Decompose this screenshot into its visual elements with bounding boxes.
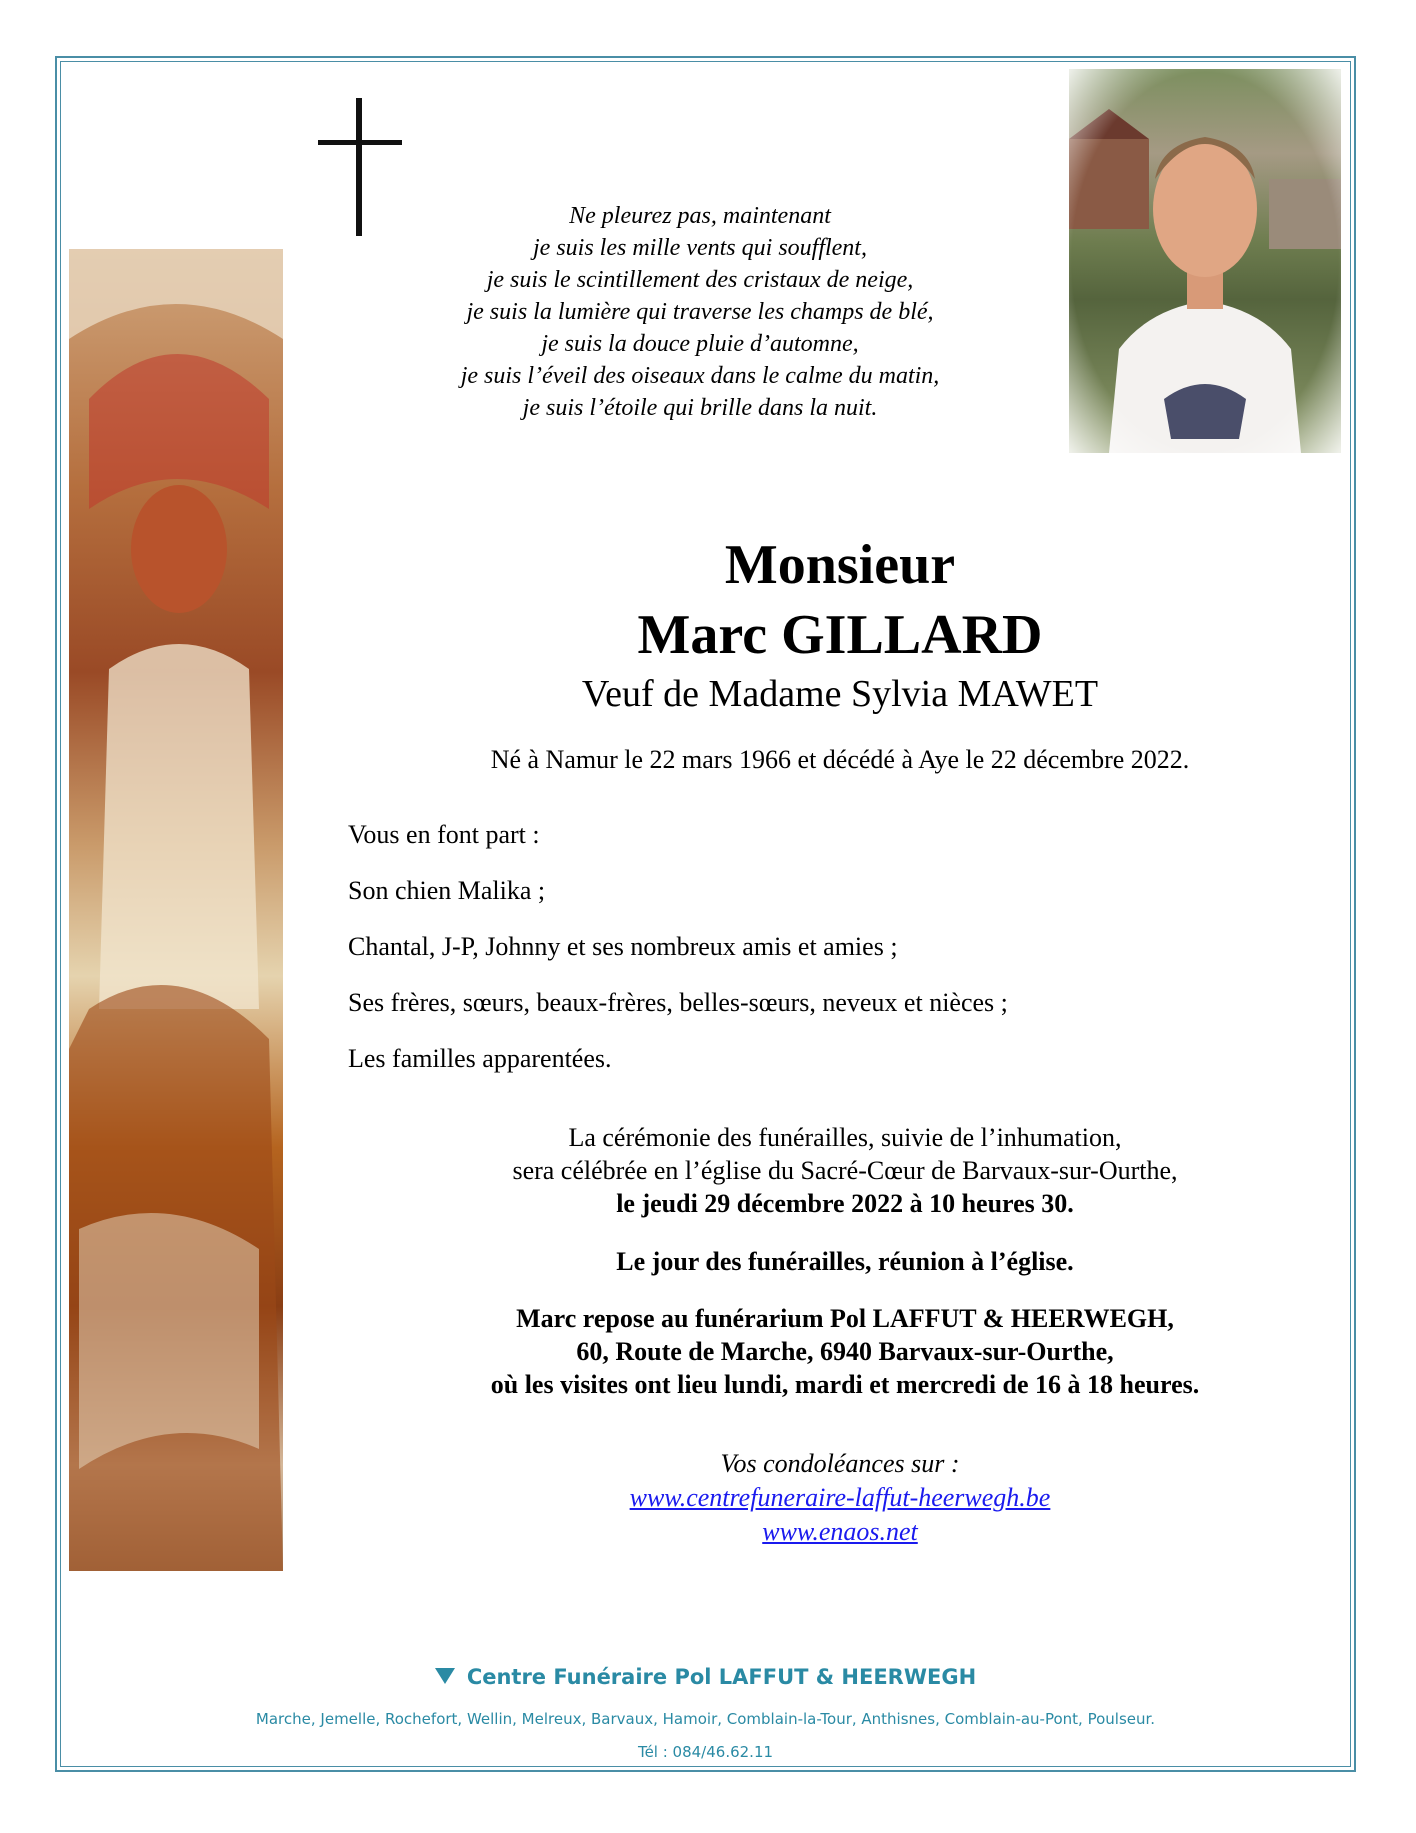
portrait-photo [1069, 69, 1341, 453]
announcement-line: Vous en font part : [348, 820, 540, 849]
honorific: Monsieur [724, 534, 956, 596]
poem-line: Ne pleurez pas, maintenant [569, 203, 831, 229]
ceremony-line: sera célébrée en l’église du Sacré-Cœur de Barvaux-sur-Ourthe, [512, 1156, 1178, 1185]
poem-line: je suis l’étoile qui brille dans la nuit. [522, 395, 878, 421]
poem-line: je suis l’éveil des oiseaux dans le calme du matin, [460, 363, 940, 389]
funerarium-line: 60, Route de Marche, 6940 Barvaux-sur-Ourthe, [576, 1337, 1114, 1366]
funeral-home-name [60, 1665, 1351, 1689]
condolences-label: Vos condoléances sur : [720, 1449, 960, 1478]
deceased-name: Marc GILLARD [637, 604, 1043, 666]
funeral-home-locations: Marche, Jemelle, Rochefort, Wellin, Melreux, Barvaux, Hamoir, Comblain-la-Tour, Anthisnes, Comblain-au-Pont, Poulseur. [255, 1710, 1156, 1728]
ceremony-line: La cérémonie des funérailles, suivie de l’inhumation, [568, 1123, 1122, 1152]
native-chief-illustration [69, 249, 283, 1571]
funerarium-line: Marc repose au funérarium Pol LAFFUT & HEERWEGH, [516, 1304, 1174, 1333]
condolences-link-enaos[interactable]: www.enaos.net [762, 1517, 918, 1546]
funerarium-info [340, 1302, 1350, 1401]
announcement-line: Les familles apparentées. [348, 1044, 612, 1073]
ceremony-info [340, 1121, 1350, 1220]
funeral-home-name-text: Centre Funéraire Pol LAFFUT & HEERWEGH [466, 1665, 977, 1689]
widow-line: Veuf de Madame Sylvia MAWET [581, 673, 1099, 715]
funerarium-line: où les visites ont lieu lundi, mardi et mercredi de 16 à 18 heures. [490, 1370, 1200, 1399]
triangle-down-icon [435, 1668, 455, 1684]
funeral-home-phone: Tél : 084/46.62.11 [637, 1743, 774, 1761]
announcement-line: Chantal, J-P, Johnny et ses nombreux amis et amies ; [348, 932, 898, 961]
announcement-line: Son chien Malika ; [348, 876, 546, 905]
meeting-info: Le jour des funérailles, réunion à l’église. [616, 1247, 1074, 1276]
ceremony-datetime: le jeudi 29 décembre 2022 à 10 heures 30. [616, 1189, 1074, 1218]
poem-line: je suis la lumière qui traverse les champs de blé, [466, 299, 934, 325]
poem-line: je suis le scintillement des cristaux de neige, [486, 267, 914, 293]
poem-line: je suis les mille vents qui soufflent, [533, 235, 867, 261]
condolences [400, 1447, 1280, 1549]
birth-death-dates: Né à Namur le 22 mars 1966 et décédé à Aye le 22 décembre 2022. [490, 745, 1190, 774]
announcement-list [348, 818, 1248, 1098]
announcement-line: Ses frères, sœurs, beaux-frères, belles-sœurs, neveux et nièces ; [348, 988, 1008, 1017]
poem [380, 200, 1020, 424]
condolences-link-laffut[interactable]: www.centrefuneraire-laffut-heerwegh.be [629, 1483, 1051, 1512]
poem-line: je suis la douce pluie d’automne, [541, 331, 859, 357]
